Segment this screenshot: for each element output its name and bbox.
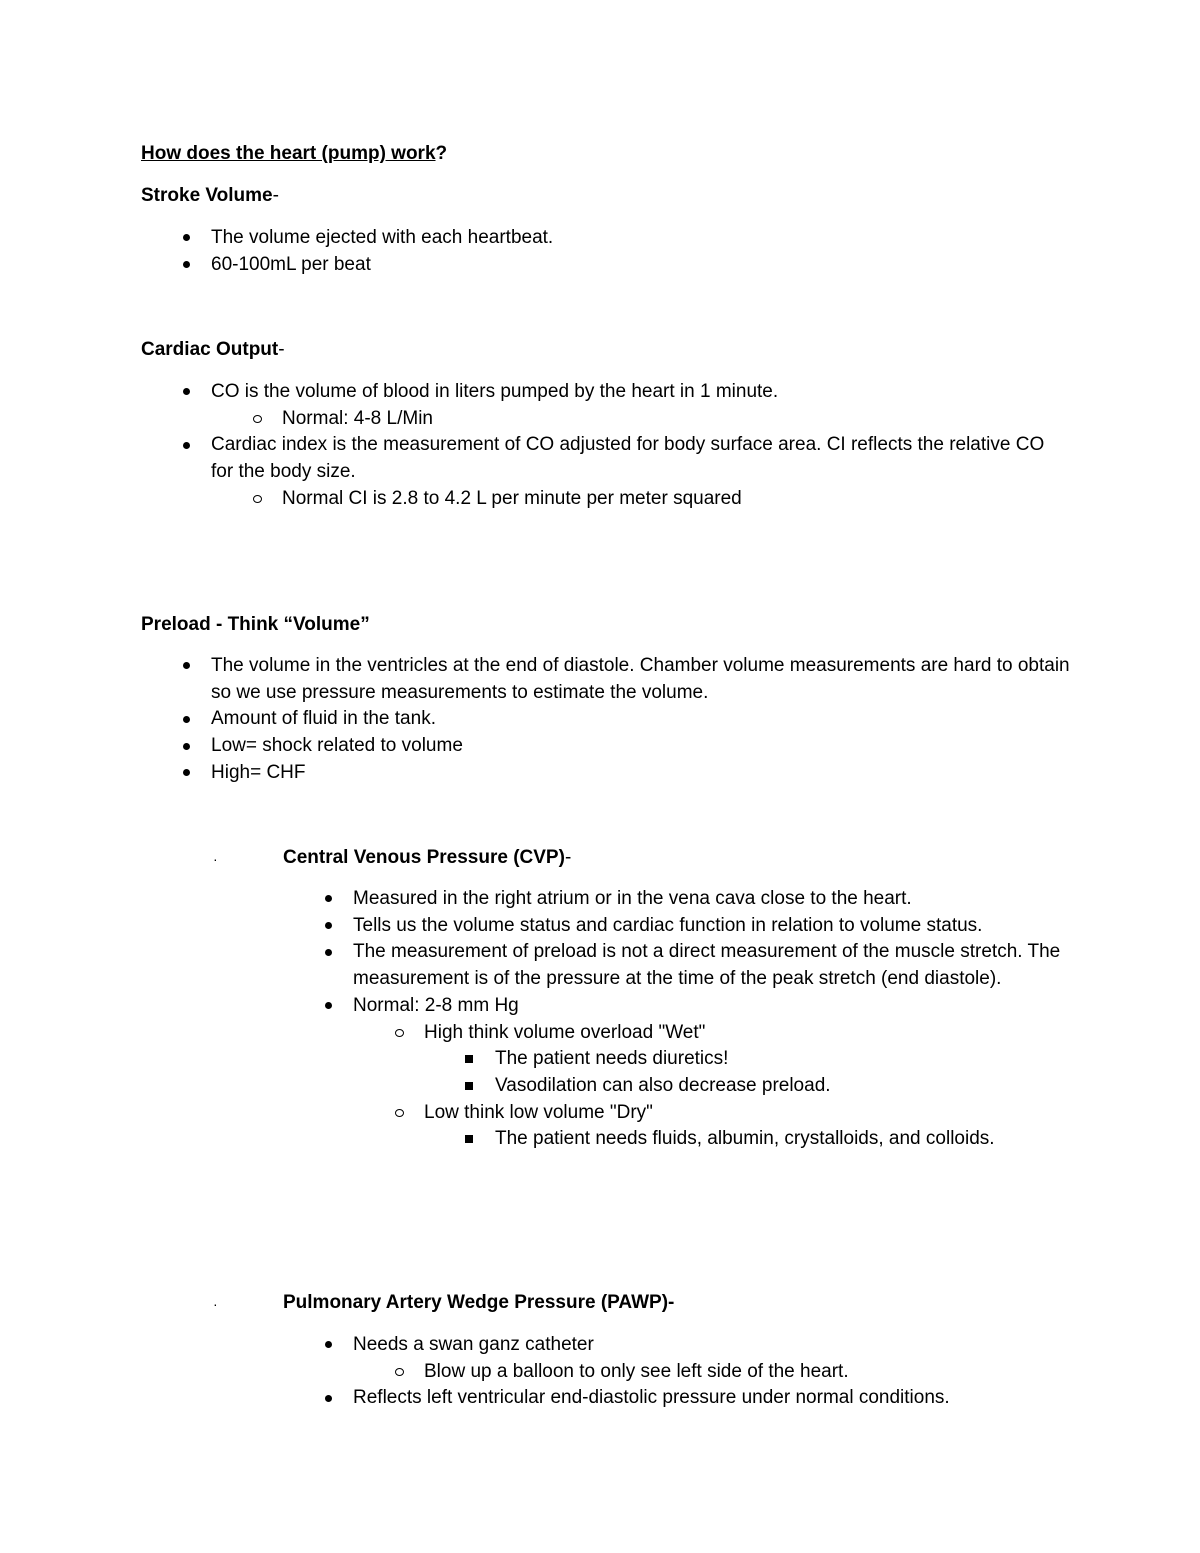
section-marker: · [213, 1296, 218, 1312]
bullet-icon [176, 760, 196, 787]
circle-bullet-icon [389, 1020, 409, 1047]
bullet-icon [176, 733, 196, 760]
bullet-icon [318, 1332, 338, 1359]
bullet-icon [318, 993, 338, 1020]
list-item: The patient needs fluids, albumin, crystalloids, and colloids. [283, 1126, 1063, 1153]
cardiac-output-list [141, 379, 1071, 513]
list-item: Reflects left ventricular end-diastolic pressure under normal conditions. [283, 1385, 1083, 1412]
list-item: The measurement of preload is not a direct measurement of the muscle stretch. The measurement is of the pressure at the time of the peak stretch (end diastole). [283, 939, 1063, 992]
list-item: High= CHF [141, 760, 1071, 787]
list-item: Low= shock related to volume [141, 733, 1071, 760]
list-item: Normal: 4-8 L/Min [141, 406, 1071, 433]
square-bullet-icon [459, 1126, 479, 1153]
bullet-icon [176, 252, 196, 279]
cvp-heading: Central Venous Pressure (CVP)- [283, 847, 572, 868]
list-item: Amount of fluid in the tank. [141, 706, 1071, 733]
bullet-icon [176, 379, 196, 406]
list-item: High think volume overload "Wet" [283, 1020, 1063, 1047]
circle-bullet-icon [247, 406, 267, 433]
bullet-icon [176, 653, 196, 680]
bullet-icon [318, 886, 338, 913]
stroke-volume-heading: Stroke Volume- [141, 185, 279, 206]
section-marker: · [213, 851, 218, 867]
list-item: Blow up a balloon to only see left side of the heart. [283, 1359, 1083, 1386]
square-bullet-icon [459, 1073, 479, 1100]
cardiac-output-heading: Cardiac Output- [141, 339, 285, 360]
list-item: Vasodilation can also decrease preload. [283, 1073, 1063, 1100]
stroke-volume-list [141, 225, 1071, 278]
circle-bullet-icon [389, 1359, 409, 1386]
cvp-list [283, 886, 1063, 1153]
bullet-icon [176, 225, 196, 252]
page-title: How does the heart (pump) work? [141, 143, 448, 164]
list-item: Normal CI is 2.8 to 4.2 L per minute per meter squared [141, 486, 1071, 513]
list-item: CO is the volume of blood in liters pumped by the heart in 1 minute. [141, 379, 1071, 406]
list-item: 60-100mL per beat [141, 252, 1071, 279]
square-bullet-icon [459, 1046, 479, 1073]
list-item: Needs a swan ganz catheter [283, 1332, 1083, 1359]
list-item: The volume in the ventricles at the end of diastole. Chamber volume measurements are hard to obtain so we use pressure measurements to estimate the volume. [141, 653, 1071, 706]
list-item: Low think low volume "Dry" [283, 1100, 1063, 1127]
list-item: The patient needs diuretics! [283, 1046, 1063, 1073]
bullet-icon [176, 432, 196, 459]
list-item: Normal: 2-8 mm Hg [283, 993, 1063, 1020]
preload-list [141, 653, 1071, 787]
bullet-icon [318, 1385, 338, 1412]
list-item: The volume ejected with each heartbeat. [141, 225, 1071, 252]
list-item: Tells us the volume status and cardiac function in relation to volume status. [283, 913, 1063, 940]
pawp-heading: Pulmonary Artery Wedge Pressure (PAWP)- [283, 1292, 675, 1313]
list-item: Cardiac index is the measurement of CO adjusted for body surface area. CI reflects the relative CO for the body size. [141, 432, 1071, 485]
pawp-list [283, 1332, 1083, 1412]
circle-bullet-icon [389, 1100, 409, 1127]
circle-bullet-icon [247, 486, 267, 513]
preload-heading: Preload - Think “Volume” [141, 614, 370, 635]
bullet-icon [318, 913, 338, 940]
list-item: Measured in the right atrium or in the vena cava close to the heart. [283, 886, 1063, 913]
bullet-icon [176, 706, 196, 733]
bullet-icon [318, 939, 338, 966]
